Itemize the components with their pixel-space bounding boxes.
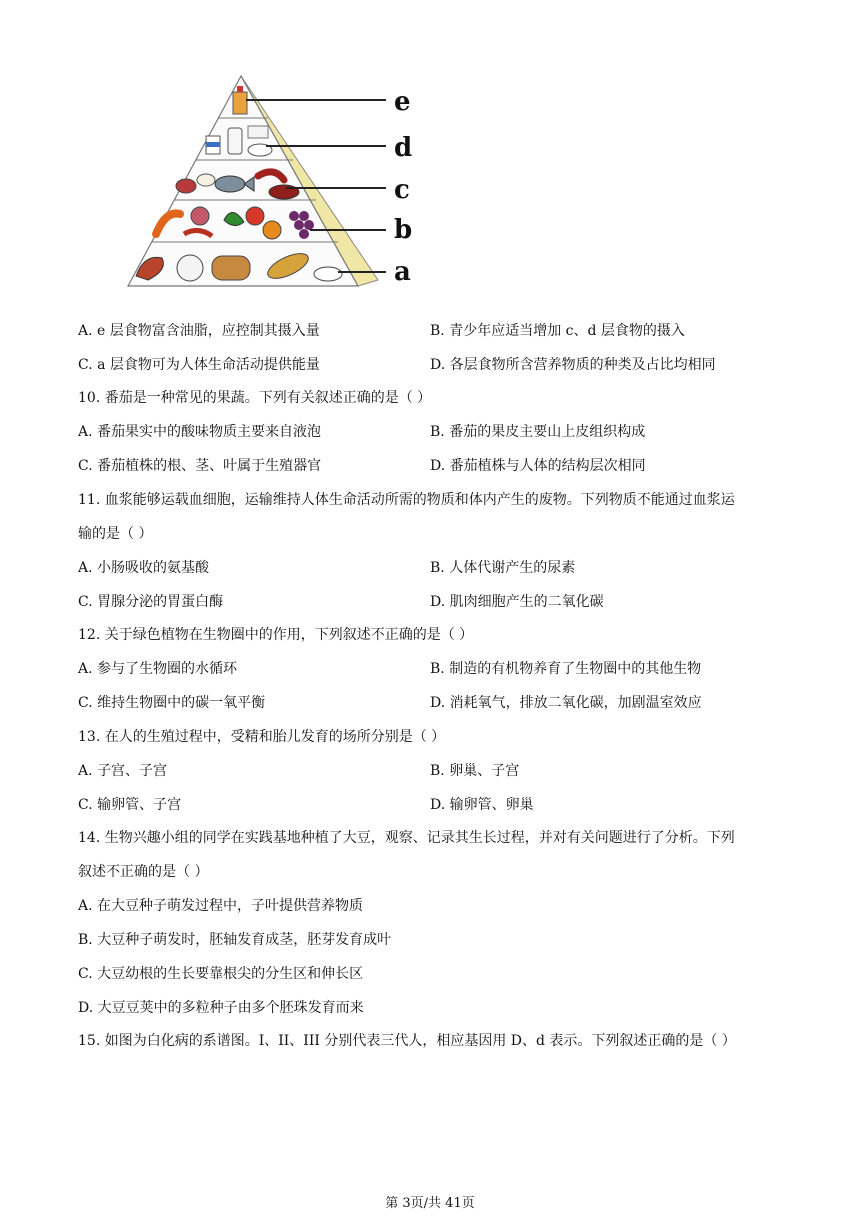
- q12-option-c: C. 维持生物圈中的碳一氧平衡: [78, 695, 266, 711]
- layer-label-c: c: [394, 175, 410, 205]
- q11-option-b: B. 人体代谢产生的尿素: [430, 560, 576, 576]
- q13-option-d: D. 输卵管、卵巢: [430, 797, 534, 813]
- q10-stem: 10. 番茄是一种常见的果蔬。下列有关叙述正确的是（ ）: [78, 390, 432, 406]
- layer-label-a: a: [394, 257, 411, 287]
- q12-stem: 12. 关于绿色植物在生物圈中的作用，下列叙述不正确的是（ ）: [78, 627, 474, 643]
- q14-option-c: C. 大豆幼根的生长要靠根尖的分生区和伸长区: [78, 966, 364, 982]
- q10-option-a: A. 番茄果实中的酸味物质主要来自液泡: [78, 424, 322, 440]
- layer-label-b: b: [394, 215, 413, 245]
- q15-stem: 15. 如图为白化病的系谱图。I、II、III 分别代表三代人，相应基因用 D、d 表示。下列叙述正确的是（ ）: [78, 1033, 736, 1049]
- layer-label-e: e: [394, 87, 411, 117]
- q13-option-c: C. 输卵管、子宫: [78, 797, 182, 813]
- q10-option-d: D. 番茄植株与人体的结构层次相同: [430, 458, 646, 474]
- layer-label-d: d: [394, 133, 413, 163]
- q12-option-b: B. 制造的有机物养育了生物圈中的其他生物: [430, 661, 702, 677]
- q11-option-d: D. 肌肉细胞产生的二氧化碳: [430, 594, 604, 610]
- q11-option-c: C. 胃腺分泌的胃蛋白酶: [78, 594, 224, 610]
- q12-option-d: D. 消耗氧气，排放二氧化碳，加剧温室效应: [430, 695, 702, 711]
- q9-option-a: A. e 层食物富含油脂，应控制其摄入量: [78, 323, 320, 339]
- q11-stem-line2: 输的是（ ）: [78, 526, 153, 542]
- q13-option-b: B. 卵巢、子宫: [430, 763, 520, 779]
- q14-option-a: A. 在大豆种子萌发过程中，子叶提供营养物质: [78, 898, 364, 914]
- q11-option-a: A. 小肠吸收的氨基酸: [78, 560, 210, 576]
- q10-option-c: C. 番茄植株的根、茎、叶属于生殖器官: [78, 458, 322, 474]
- q14-option-b: B. 大豆种子萌发时，胚轴发育成茎，胚芽发育成叶: [78, 932, 392, 948]
- q13-option-a: A. 子宫、子宫: [78, 763, 168, 779]
- q9-option-b: B. 青少年应适当增加 c、d 层食物的摄入: [430, 323, 685, 339]
- q11-stem-line1: 11. 血浆能够运载血细胞，运输维持人体生命活动所需的物质和体内产生的废物。下列物质不能通过血浆运: [78, 492, 735, 508]
- q13-stem: 13. 在人的生殖过程中，受精和胎儿发育的场所分别是（ ）: [78, 729, 446, 745]
- q14-stem-line1: 14. 生物兴趣小组的同学在实践基地种植了大豆，观察、记录其生长过程，并对有关问题进行了分析。下列: [78, 830, 735, 846]
- q9-option-d: D. 各层食物所含营养物质的种类及占比均相同: [430, 357, 716, 373]
- q9-option-c: C. a 层食物可为人体生命活动提供能量: [78, 357, 320, 373]
- q10-option-b: B. 番茄的果皮主要山上皮组织构成: [430, 424, 646, 440]
- q12-option-a: A. 参与了生物圈的水循环: [78, 661, 238, 677]
- food-pyramid-figure: [108, 70, 428, 292]
- page-footer: 第 3页/共 41页: [385, 1196, 475, 1211]
- q14-option-d: D. 大豆豆荚中的多粒种子由多个胚珠发育而来: [78, 1000, 364, 1016]
- q14-stem-line2: 叙述不正确的是（ ）: [78, 864, 209, 880]
